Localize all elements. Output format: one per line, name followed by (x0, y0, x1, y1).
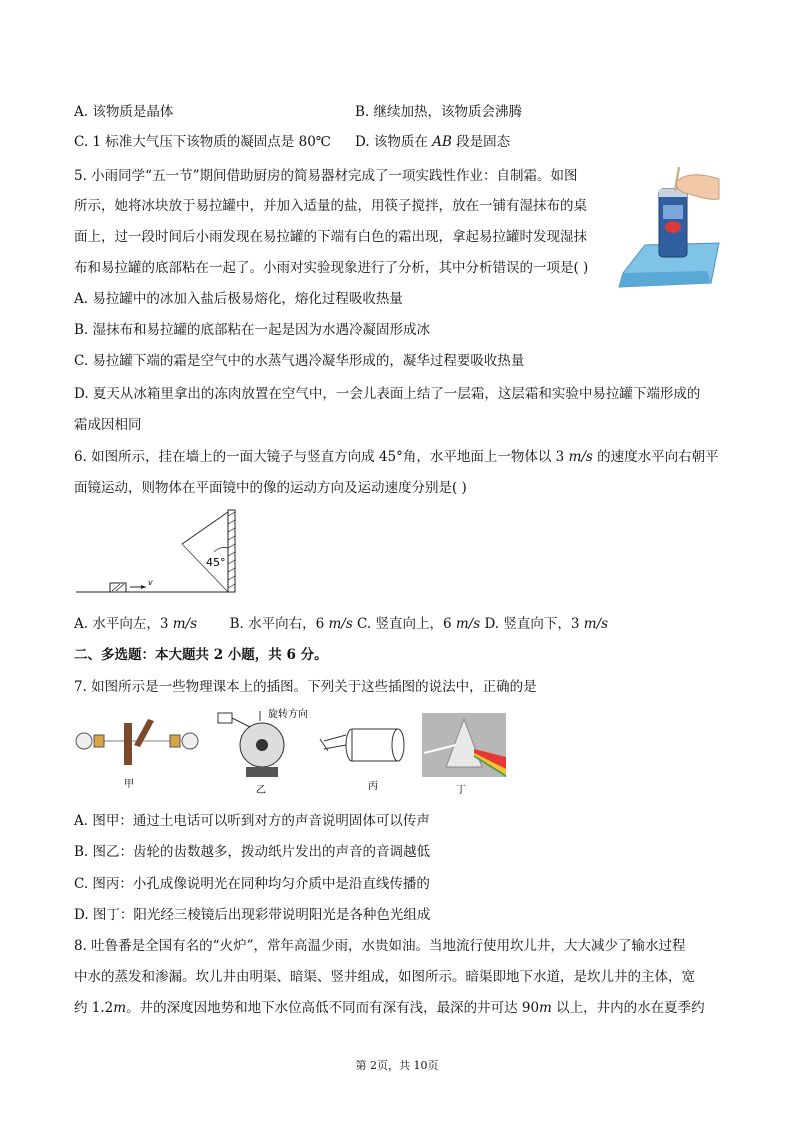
q5-can-figure (615, 165, 723, 290)
svg-text:丙: 丙 (368, 781, 378, 792)
q5-stem-line-4: 布和易拉罐的底部粘在一起了。小雨对实验现象进行了分析，其中分析错误的一项是( ) (74, 260, 589, 276)
q7-option-c: C. 图丙：小孔成像说明光在同种均匀介质中是沿直线传播的 (74, 876, 430, 892)
q6-angle-label: 45° (206, 556, 226, 569)
fig-bing-pinhole-camera (320, 729, 404, 792)
q5-stem-line-1: 5. 小雨同学“五一节”期间借助厨房的简易器材完成了一项实践性作业：自制霜。如图 (74, 168, 578, 184)
q8-stem-line-3: 约 1.2m。井的深度因地势和地下水位高低不同而有深有浅，最深的井可达 90m 以上，井内的水在夏季约 (74, 1000, 705, 1016)
q8-stem-line-1: 8. 吐鲁番是全国有名的“火炉”，常年高温少雨，水贵如油。当地流行使用坎儿井，大大减少了输水过程 (74, 938, 686, 954)
q6-mirror-figure (74, 508, 244, 600)
q8-stem-line-2: 中水的蒸发和渗漏。坎儿井由明渠、暗渠、竖井组成，如图所示。暗渠即地下水道，是坎儿井的主体，宽 (74, 969, 695, 985)
q4-option-b: B. 继续加热，该物质会沸腾 (355, 104, 523, 120)
svg-text:乙: 乙 (256, 785, 266, 796)
q5-option-b: B. 湿抹布和易拉罐的底部粘在一起是因为水遇冷凝固形成冰 (74, 322, 431, 338)
page-footer: 第 2页，共 10页 (355, 1059, 439, 1072)
q5-option-c: C. 易拉罐下端的霜是空气中的水蒸气遇冷凝华形成的，凝华过程要吸收热量 (74, 353, 525, 369)
q7-option-a: A. 图甲：通过土电话可以听到对方的声音说明固体可以传声 (74, 813, 430, 829)
fig-yi-gear-wheel (218, 707, 308, 796)
q7-stem: 7. 如图所示是一些物理课本上的插图。下列关于这些插图的说法中，正确的是 (74, 679, 537, 695)
fig-jia-string-telephone (76, 719, 198, 790)
svg-text:旋转方向: 旋转方向 (268, 709, 308, 720)
q5-stem-line-3: 面上，过一段时间后小雨发现在易拉罐的下端有白色的霜出现，拿起易拉罐时发现湿抹 (74, 229, 587, 245)
q5-option-d-line-2: 霜成因相同 (74, 417, 142, 433)
q7-option-d: D. 图丁：阳光经三棱镜后出现彩带说明阳光是各种色光组成 (74, 907, 431, 923)
q6-stem-line-2: 面镜运动，则物体在平面镜中的像的运动方向及运动速度分别是( ) (74, 480, 467, 496)
q5-option-d-line-1: D. 夏天从冰箱里拿出的冻肉放置在空气中，一会儿表面上结了一层霜，这层霜和实验中易拉罐下端形成的 (74, 386, 701, 402)
svg-text:甲: 甲 (124, 779, 134, 790)
q7-option-b: B. 图乙：齿轮的齿数越多，拨动纸片发出的声音的音调越低 (74, 844, 431, 860)
svg-text:丁: 丁 (456, 785, 466, 796)
section-heading: 二、多选题：本大题共 2 小题，共 6 分。 (74, 647, 328, 663)
q7-figures (70, 705, 510, 800)
q6-stem-line-1: 6. 如图所示，挂在墙上的一面大镜子与竖直方向成 45°角，水平地面上一物体以 3 m/s 的速度水平向右朝平 (74, 449, 719, 465)
q5-option-a: A. 易拉罐中的冰加入盐后极易熔化，熔化过程吸收热量 (74, 291, 403, 307)
fig-ding-prism (422, 713, 506, 796)
q4-option-d: D. 该物质在 AB 段是固态 (355, 134, 511, 150)
q4-option-c: C. 1 标准大气压下该物质的凝固点是 80℃ (74, 134, 331, 150)
q5-stem-line-2: 所示，她将冰块放于易拉罐中，并加入适量的盐，用筷子搅拌，放在一铺有湿抹布的桌 (74, 198, 587, 214)
q6-options-row: A. 水平向左，3 m/s B. 水平向右，6 m/s C. 竖直向上，6 m/s D. 竖直向下，3 m/s (74, 616, 609, 632)
q6-velocity-label: v (148, 578, 153, 587)
q4-option-a: A. 该物质是晶体 (74, 104, 174, 120)
